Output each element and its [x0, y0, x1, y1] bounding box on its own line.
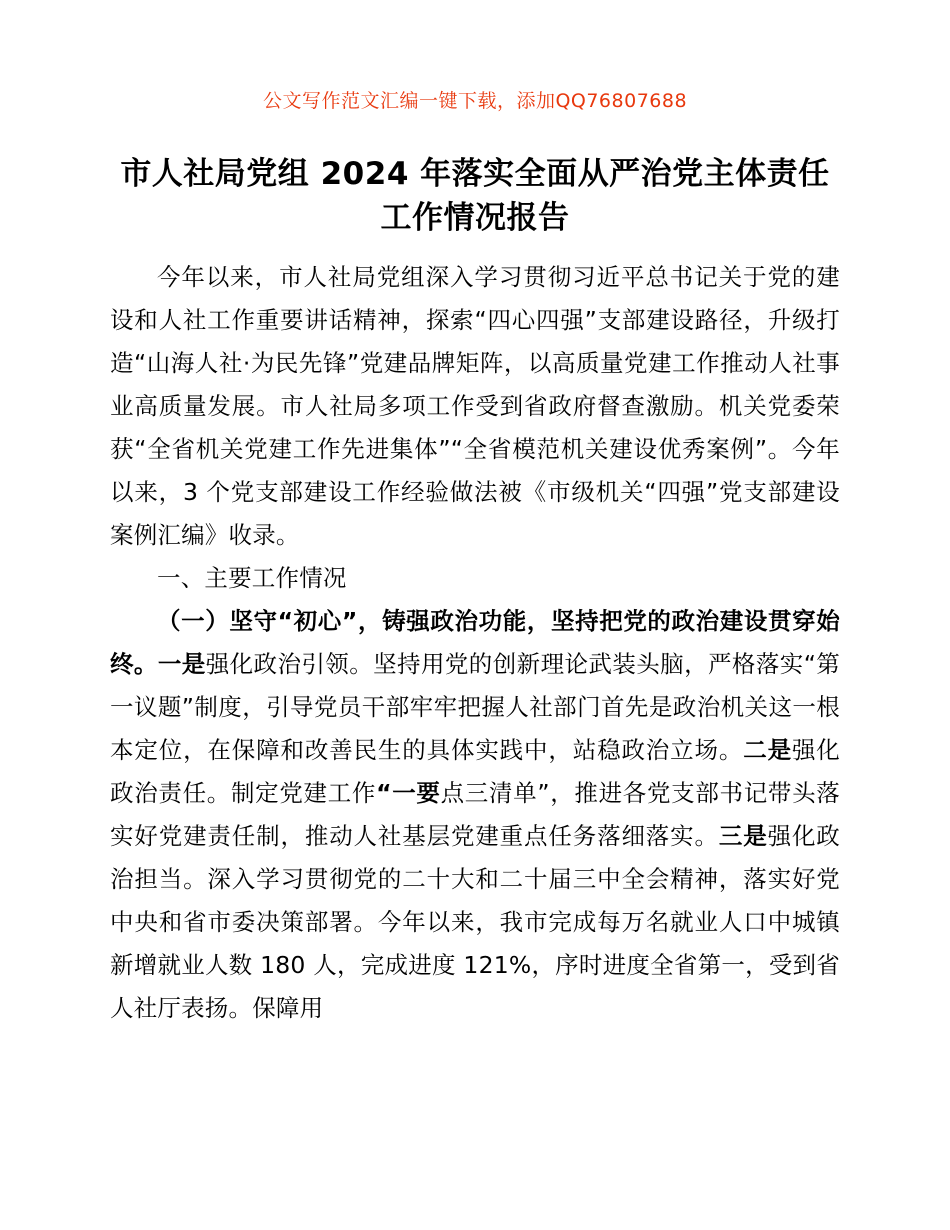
text-run: 强化政治担当。深入学习贯彻党的二十大和二十届三中全会精神，落实好党中央和省市委决策部署。今年以来，我市完成每万名就业人口中城镇新增就业人数 180 人，完成进度 121%，序时进度全省第一，受到省人社厅表扬。保障用: [110, 822, 841, 1023]
text-run: 二是: [743, 736, 792, 765]
watermark-text: 公文写作范文汇编一键下载，添加QQ76807688: [262, 90, 688, 112]
text-run: “一要: [376, 779, 441, 808]
paragraph-intro: [110, 256, 840, 557]
text-run: 强化政治责任。制定党建工作: [110, 736, 841, 808]
document-body: [110, 256, 840, 1030]
text-run: 点三清单”，推进各党支部书记带头落实好党建责任制，推动人社基层党建重点任务落细落实。: [110, 779, 841, 851]
text-run: 三是: [718, 822, 768, 851]
text-run: 强化政治引领。坚持用党的创新理论武装头脑，严格落实“第一议题”制度，引导党员干部牢牢把握人社部门首先是政治机关这一根本定位，在保障和改善民生的具体实践中，站稳政治立场。: [110, 650, 840, 765]
text-run: 今年以来，市人社局党组深入学习贯彻习近平总书记关于党的建设和人社工作重要讲话精神，探索“四心四强”支部建设路径，升级打造“山海人社·为民先锋”党建品牌矩阵，以高质量党建工作推动人社事业高质量发展。市人社局多项工作受到省政府督查激励。机关党委荣获“全省机关党建工作先进集体”“全省模范机关建设优秀案例”。今年以来，3 个党支部建设工作经验做法被《市级机关“四强”党支部建设案例汇编》收录。: [110, 263, 840, 550]
text-run: （一）坚守“初心”，铸强政治功能，坚持把党的政治建设贯穿始终。一是: [110, 607, 840, 679]
text-run: 一、主要工作情况: [157, 564, 347, 593]
paragraph-section-heading: [110, 557, 840, 600]
paragraph-item-1: [110, 600, 840, 1030]
page-title: 市人社局党组 2024 年落实全面从严治党主体责任工作情况报告: [120, 156, 830, 237]
